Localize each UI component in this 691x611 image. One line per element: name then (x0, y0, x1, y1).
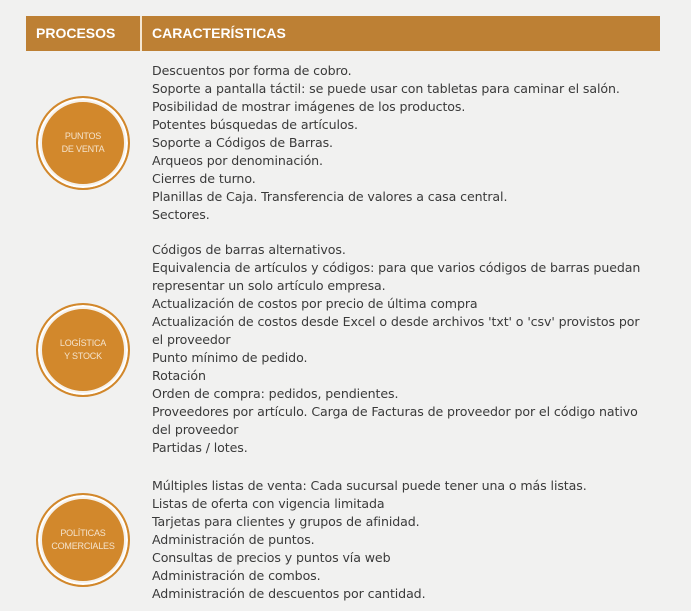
list-item: Tarjetas para clientes y grupos de afinidad. (152, 514, 420, 529)
list-item: Sectores. (152, 207, 210, 222)
list-item: Punto mínimo de pedido. (152, 350, 308, 365)
header-caracteristicas: CARACTERÍSTICAS (152, 25, 286, 41)
process-badge (36, 303, 130, 397)
list-item: Actualización de costos desde Excel o desde archivos 'txt' o 'csv' provistos por el proveedor (152, 314, 640, 347)
feature-list (152, 241, 662, 457)
list-item: Orden de compra: pedidos, pendientes. (152, 386, 399, 401)
list-item: Potentes búsquedas de artículos. (152, 117, 358, 132)
process-label: LOGÍSTICA Y STOCK (59, 338, 107, 361)
process-badge (36, 96, 130, 190)
list-item: Cierres de turno. (152, 171, 256, 186)
list-item: Planillas de Caja. Transferencia de valores a casa central. (152, 189, 508, 204)
list-item: Partidas / lotes. (152, 440, 248, 455)
feature-list (152, 477, 662, 603)
list-item: Múltiples listas de venta: Cada sucursal puede tener una o más listas. (152, 478, 587, 493)
list-item: Posibilidad de mostrar imágenes de los productos. (152, 99, 466, 114)
list-item: Descuentos por forma de cobro. (152, 63, 352, 78)
list-item: Códigos de barras alternativos. (152, 242, 346, 257)
list-item: Actualización de costos por precio de última compra (152, 296, 478, 311)
process-badge (36, 493, 130, 587)
list-item: Listas de oferta con vigencia limitada (152, 496, 385, 511)
list-item: Administración de combos. (152, 568, 321, 583)
list-item: Proveedores por artículo. Carga de Facturas de proveedor por el código nativo del proveedor (152, 404, 638, 437)
table-header (26, 16, 660, 51)
list-item: Soporte a Códigos de Barras. (152, 135, 333, 150)
list-item: Soporte a pantalla táctil: se puede usar con tabletas para caminar el salón. (152, 81, 620, 96)
list-item: Administración de puntos. (152, 532, 315, 547)
list-item: Rotación (152, 368, 206, 383)
list-item: Consultas de precios y puntos vía web (152, 550, 391, 565)
process-label: POLÍTICAS COMERCIALES (51, 528, 115, 551)
list-item: Administración de descuentos por cantidad. (152, 586, 426, 601)
header-procesos: PROCESOS (26, 16, 142, 51)
feature-list (152, 62, 662, 224)
list-item: Equivalencia de artículos y códigos: para que varios códigos de barras puedan representar un solo artículo empresa. (152, 260, 641, 293)
list-item: Arqueos por denominación. (152, 153, 323, 168)
process-label: PUNTOS DE VENTA (61, 131, 105, 154)
